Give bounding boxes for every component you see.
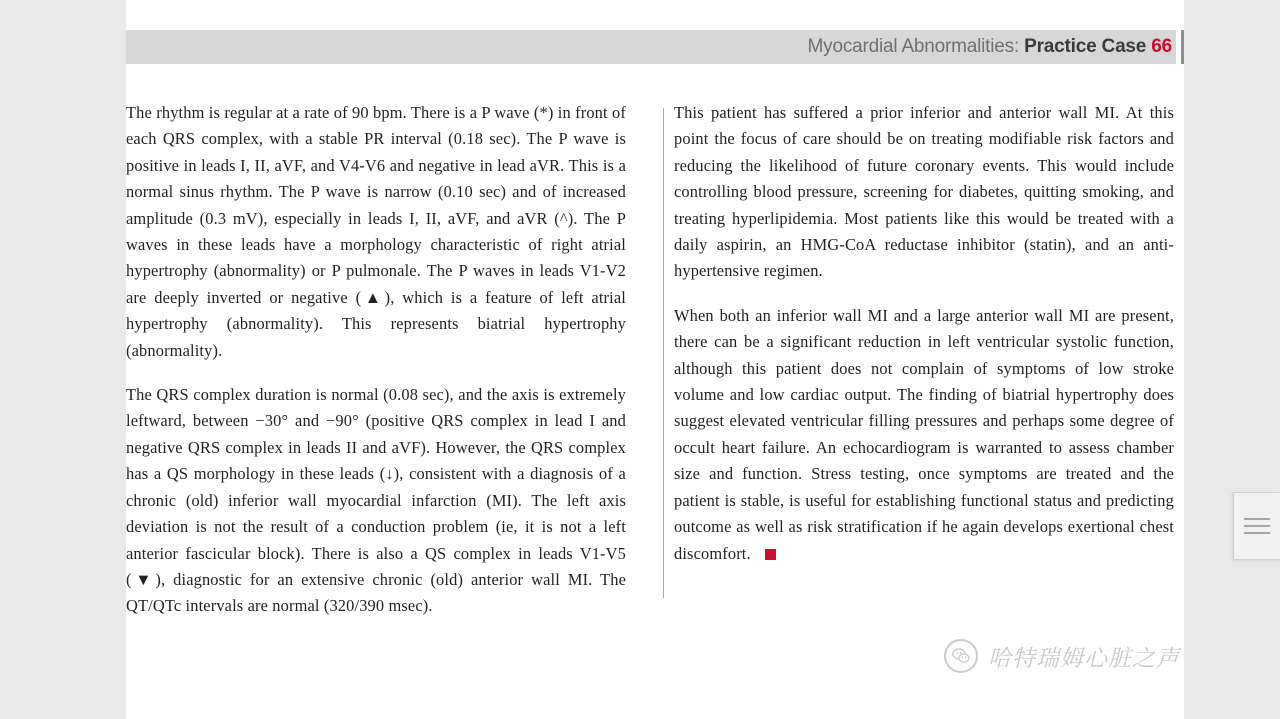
page-edge-right [1184,0,1280,719]
wechat-icon [944,639,978,673]
page-header-bar [126,30,1176,64]
menu-bar-icon [1244,518,1270,520]
header-end-rule [1181,30,1184,64]
page-edge-left [0,0,126,719]
watermark-text: 哈特瑞姆心脏之声 [988,644,1180,671]
header-case-number: 66 [1151,36,1172,57]
watermark [944,639,1180,673]
page-title [808,36,1176,58]
column-left [126,100,626,620]
paragraph-with-end-mark [674,303,1174,567]
end-of-article-square [765,549,776,560]
paragraph: This patient has suffered a prior inferior and anterior wall MI. At this point the focus of care should be on treating modifiable risk factors and reducing the likelihood of future coronary events. This would include controlling blood pressure, screening for diabetes, quitting smoking, and treating hyperlipidemia. Most patients like this would be treated with a daily aspirin, an HMG-CoA reductase inhibitor (statin), and an anti-hypertensive regimen. [674,103,1174,281]
document-page [126,0,1184,719]
paragraph: The QRS complex duration is normal (0.08 sec), and the axis is extremely leftward, between −30° and −90° (positive QRS complex in lead I and negative QRS complex in leads II and aVF). However, the QRS complex has a QS morphology in these leads (↓), consistent with a diagnosis of a chronic (old) inferior wall myocardial infarction (MI). The left axis deviation is not the result of a conduction problem (ie, it is not a left anterior fascicular block). There is also a QS complex in leads V1-V5 (▼), diagnostic for an extensive chronic (old) anterior wall MI. The QT/QTc intervals are normal (320/390 msec). [126,385,626,616]
menu-bar-icon [1244,532,1270,534]
side-panel-toggle[interactable] [1233,492,1280,560]
menu-bar-icon [1244,525,1270,527]
paragraph: The rhythm is regular at a rate of 90 bpm. There is a P wave (*) in front of each QRS complex, with a stable PR interval (0.18 sec). The P wave is positive in leads I, II, aVF, and V4-V6 and negative in lead aVR. This is a normal sinus rhythm. The P wave is narrow (0.10 sec) and of increased amplitude (0.3 mV), especially in leads I, II, aVF, and aVR (^). The P waves in these leads have a morphology characteristic of right atrial hypertrophy (abnormality) or P pulmonale. The P waves in leads V1-V2 are deeply inverted or negative (▲), which is a feature of left atrial hypertrophy (abnormality). This represents biatrial hypertrophy (abnormality). [126,103,626,360]
paragraph-text: When both an inferior wall MI and a large anterior wall MI are present, there can be a significant reduction in left ventricular systolic function, although this patient does not complain of symptoms of low stroke volume and low cardiac output. The finding of biatrial hypertrophy does suggest elevated ventricular filling pressures and perhaps some degree of occult heart failure. An echocardiogram is warranted to assess chamber size and function. Stress testing, once symptoms are treated and the patient is stable, is useful for establishing functional status and predicting outcome as well as risk stratification if he again develops exertional chest discomfort. [674,305,1174,563]
header-title-main: Practice Case [1024,36,1147,57]
body-columns [126,100,1176,620]
header-prefix: Myocardial Abnormalities: [807,36,1020,57]
column-right [674,100,1174,620]
